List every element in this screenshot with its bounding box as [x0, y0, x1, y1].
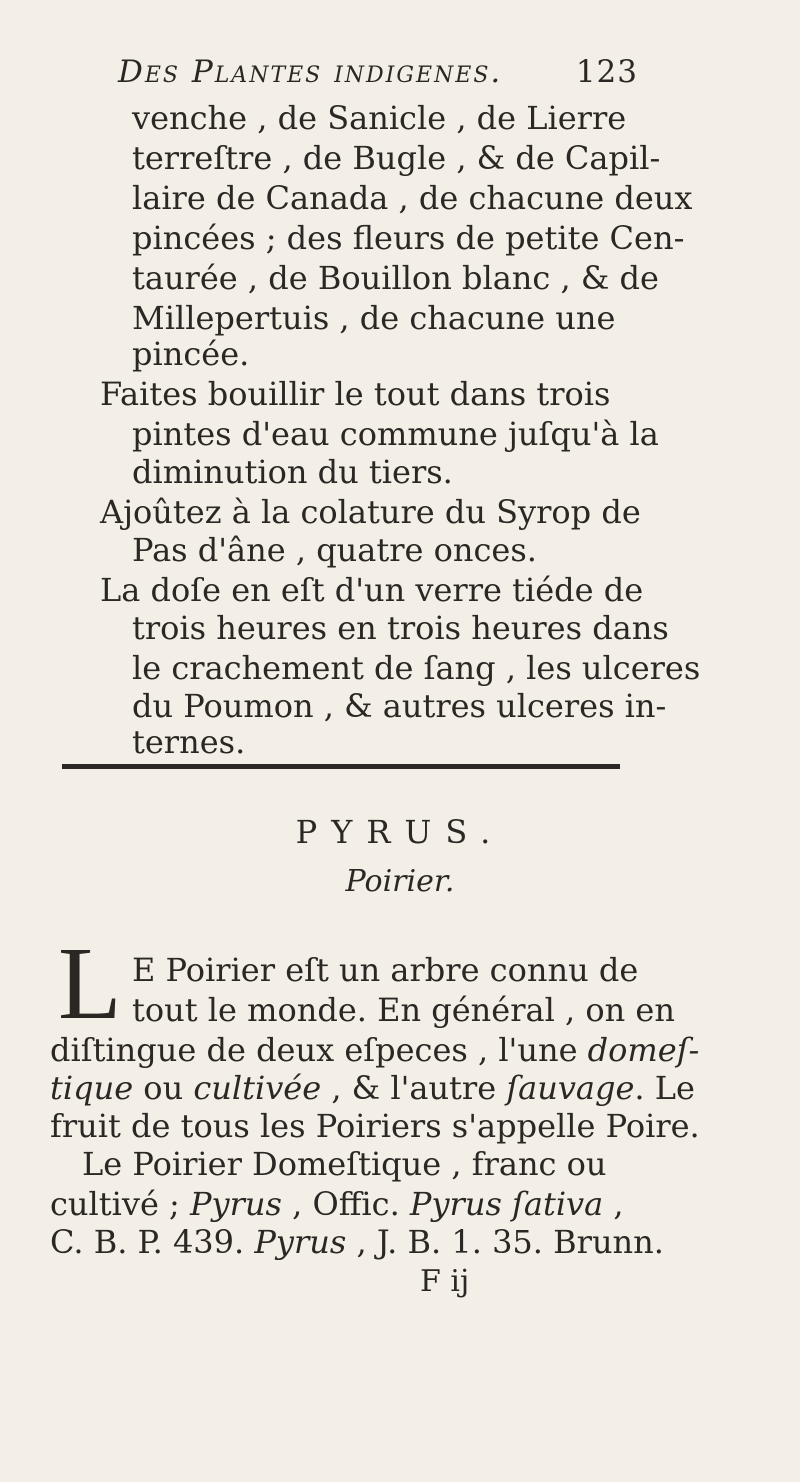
text-line: diſtingue de deux eſpeces , l'une domeſ-: [50, 1031, 700, 1069]
text-line: laire de Canada , de chacune deux: [132, 179, 693, 217]
text-line: trois heures en trois heures dans: [132, 609, 669, 647]
running-title: Des Plantes indigenes.: [118, 54, 503, 90]
text-line: venche , de Sanicle , de Lierre: [132, 99, 627, 137]
text-line: cultivé ; Pyrus , Offic. Pyrus ſativa ,: [50, 1185, 624, 1223]
text-line: Faites bouillir le tout dans trois: [100, 375, 611, 413]
text-line: pincée.: [132, 335, 250, 373]
text-line: Le Poirier Domeſtique , franc ou: [82, 1145, 607, 1183]
text-line: La doſe en eſt d'un verre tiéde de: [100, 571, 644, 609]
text-line: Ajoûtez à la colature du Syrop de: [100, 493, 641, 531]
text-line: le crachement de ſang , les ulceres: [132, 649, 701, 687]
text-line: diminution du tiers.: [132, 453, 453, 491]
text-line: pincées ; des fleurs de petite Cen-: [132, 219, 685, 257]
text-line: tique ou cultivée , & l'autre ſauvage. Le: [50, 1069, 695, 1107]
text-line: tout le monde. En général , on en: [132, 991, 675, 1029]
text-line: pintes d'eau commune juſqu'à la: [132, 415, 659, 453]
text-line: terreſtre , de Bugle , & de Capil-: [132, 139, 661, 177]
text-line: Pas d'âne , quatre onces.: [132, 531, 537, 569]
signature-mark: F ij: [420, 1264, 470, 1299]
text-line: C. B. P. 439. Pyrus , J. B. 1. 35. Brunn.: [50, 1223, 664, 1261]
text-line: taurée , de Bouillon blanc , & de: [132, 259, 659, 297]
section-title: PYRUS.: [295, 813, 505, 851]
text-line: fruit de tous les Poiriers s'appelle Poire.: [50, 1107, 700, 1145]
text-line: E Poirier eſt un arbre connu de: [132, 951, 639, 989]
text-line: du Poumon , & autres ulceres in-: [132, 687, 667, 725]
section-divider: [62, 764, 620, 769]
text-line: ternes.: [132, 723, 246, 761]
running-header: [118, 52, 638, 92]
section-subtitle: Poirier.: [345, 864, 455, 899]
drop-cap: L: [58, 926, 122, 1041]
page-number: 123: [575, 54, 638, 90]
text-line: Millepertuis , de chacune une: [132, 299, 616, 337]
